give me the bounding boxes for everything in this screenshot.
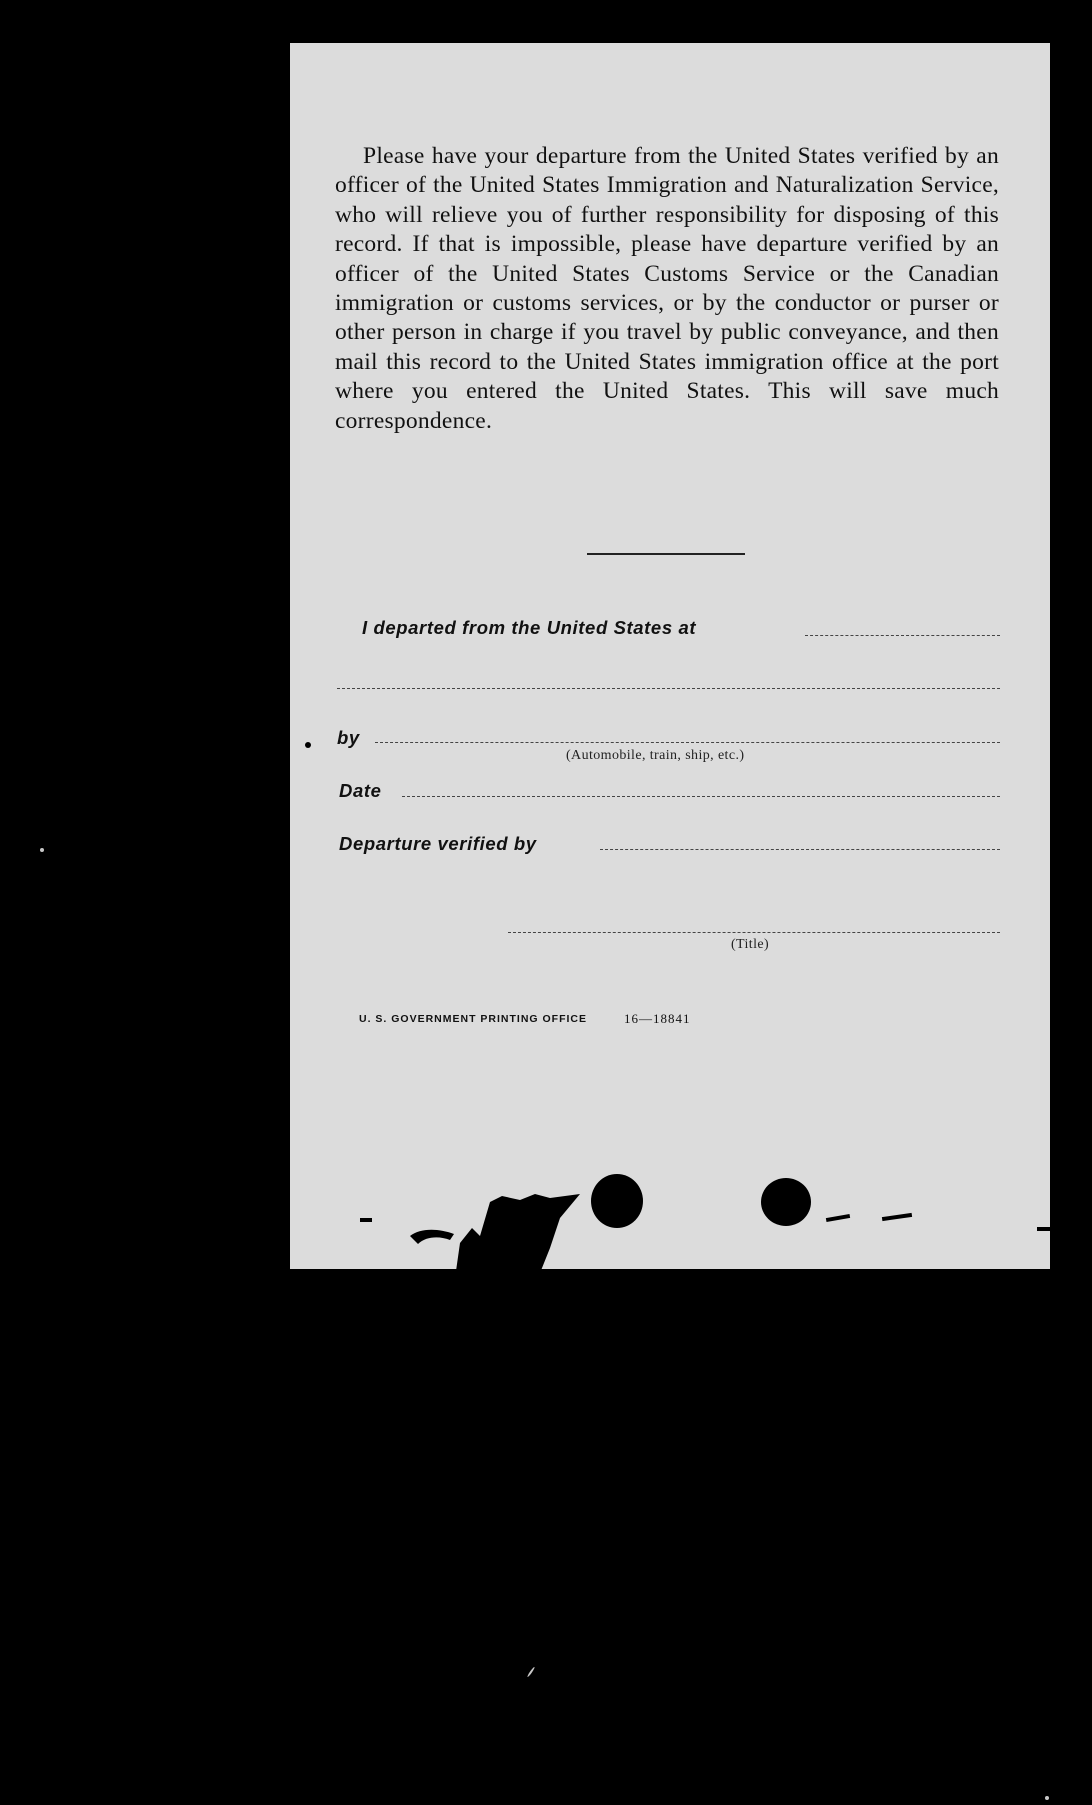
departed-from-label: I departed from the United States at (362, 617, 697, 638)
conveyance-caption: (Automobile, train, ship, etc.) (566, 748, 745, 763)
departed-from-field[interactable] (805, 635, 1000, 636)
date-field[interactable] (402, 796, 1000, 797)
speck (305, 742, 311, 748)
edge-mark (1037, 1227, 1051, 1231)
date-label: Date (339, 780, 382, 801)
verified-by-field[interactable] (600, 849, 1000, 850)
by-label: by (337, 727, 360, 748)
printer-imprint: U. S. GOVERNMENT PRINTING OFFICE (359, 1013, 588, 1025)
verified-by-label: Departure verified by (339, 833, 537, 854)
speck (527, 1667, 536, 1678)
form-number: 16—18841 (624, 1011, 691, 1026)
departure-location-field[interactable] (337, 688, 1000, 689)
punch-hole-right (761, 1178, 811, 1226)
departure-instructions: Please have your departure from the United States verified by an officer of the United States Immigration and Naturalization Service, who will relieve you of further responsibility for disposing of this record. If that is impossible, please have departure verified by an officer of the United States Customs Service or the Canadian immigration or customs services, or by the conductor or purser or other person in charge if you travel by public conveyance, and then mail this record to the United States immigration office at the port where you entered the United States. This will save much correspondence. (335, 143, 999, 434)
section-divider (587, 553, 745, 555)
edge-mark (826, 1214, 850, 1222)
speck (1045, 1796, 1049, 1800)
edge-mark (360, 1218, 372, 1222)
officer-title-field[interactable] (508, 932, 1000, 933)
departure-record-card (290, 43, 1050, 1269)
conveyance-field[interactable] (375, 742, 1000, 743)
speck (40, 848, 44, 852)
torn-edge-mark (410, 1188, 600, 1278)
edge-mark (882, 1213, 912, 1221)
title-caption: (Title) (731, 937, 770, 952)
